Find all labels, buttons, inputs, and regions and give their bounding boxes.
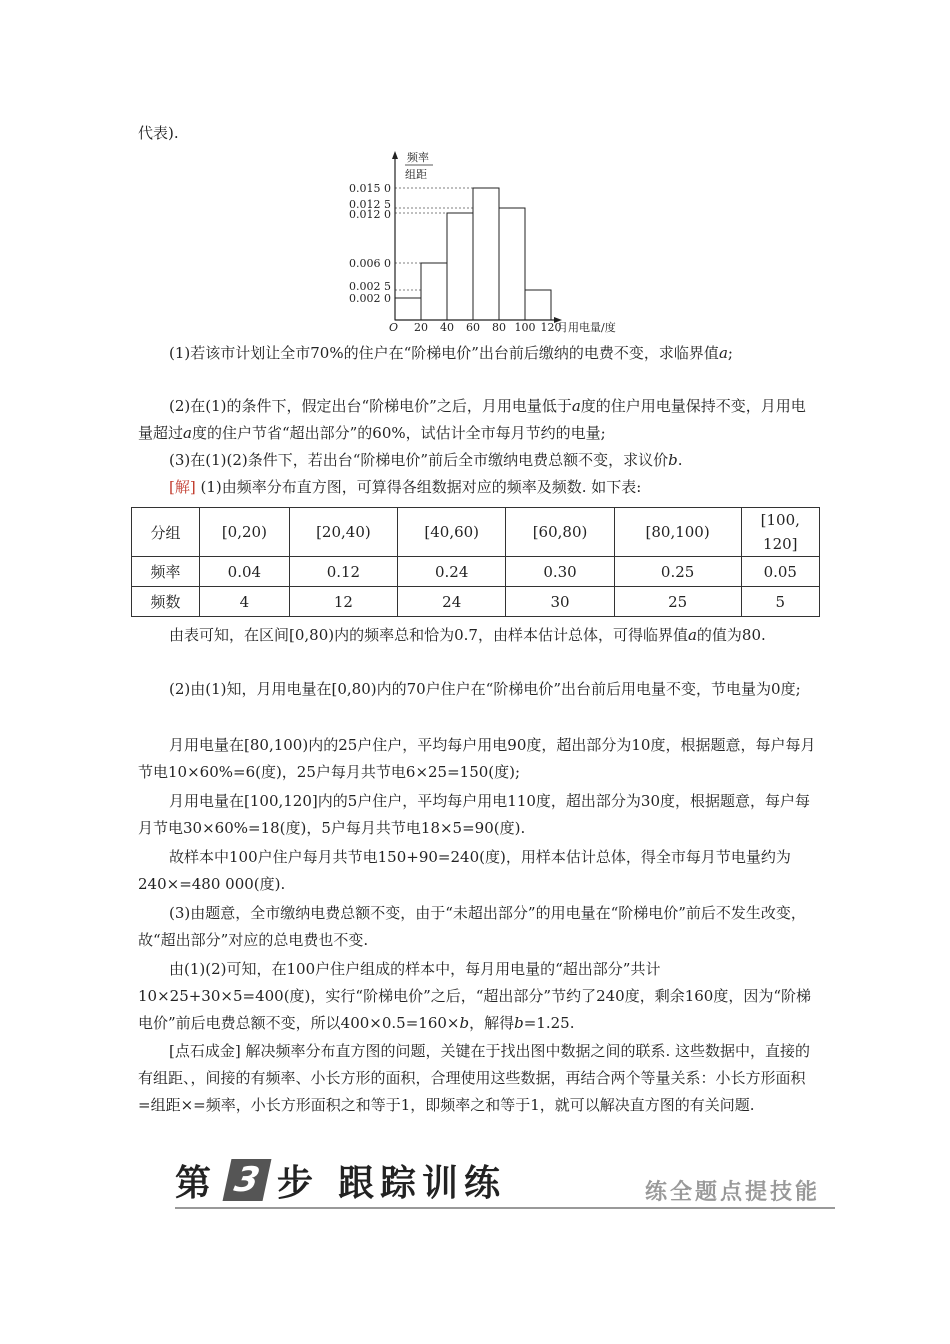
q2-var-1: a: [571, 397, 581, 415]
p1-text-a: 由表可知，在区间[0,80)内的频率总和恰为0.7，由样本估计总体，可得临界值: [169, 626, 688, 644]
solution-intro: [138, 474, 818, 501]
p1-text-b: 的值为80.: [696, 626, 766, 644]
last-group-b: 120]: [763, 535, 798, 553]
banner-first: 第: [175, 1163, 214, 1204]
table-cell: 0.25: [614, 557, 741, 587]
table-row-freq: [132, 557, 820, 587]
y-tick-label: 0.002 0: [349, 292, 391, 305]
table-cell: 5: [741, 587, 819, 617]
histogram-bar: [473, 188, 499, 320]
q1-var: a: [718, 344, 728, 362]
histogram-bar: [525, 290, 551, 320]
y-tick-label: 0.012 5: [349, 198, 391, 211]
x-tick-label: 120: [540, 321, 562, 334]
histogram-bar: [499, 208, 525, 320]
table-cell: 30: [506, 587, 614, 617]
row-header: 频数: [132, 587, 200, 617]
table-cell: 4: [200, 587, 290, 617]
table-cell: 25: [614, 587, 741, 617]
y-label-bottom: 组距: [405, 168, 427, 181]
solution-p2: (2)由(1)知，月用电量在[0,80)内的70户住户在“阶梯电价”出台前后用电量不变，节电量为0度;: [169, 680, 801, 698]
table-cell: 12: [289, 587, 397, 617]
solution-p7: [138, 956, 818, 1037]
tip-paragraph: [138, 1038, 818, 1119]
solution-p1: [138, 622, 818, 649]
banner-subtitle: 练全题点提技能: [645, 1180, 821, 1205]
x-tick-label: 100: [514, 321, 536, 334]
q1-text: (1)若该市计划让全市70%的住户在“阶梯电价”出台前后缴纳的电费不变，求临界值: [169, 344, 719, 362]
solution-tag: [解]: [169, 478, 196, 496]
q2-var-2: a: [183, 424, 192, 442]
histogram-bar: [447, 213, 473, 320]
y-tick-label: 0.012 0: [349, 208, 391, 221]
q2-text-a: (2)在(1)的条件下，假定出台“阶梯电价”之后，月用电量低于: [169, 397, 572, 415]
p7-text-b: ，解得: [469, 1014, 515, 1032]
intro-tail: 代表).: [138, 124, 179, 142]
x-tick-label: 80: [492, 321, 506, 334]
p1-var: a: [687, 626, 697, 644]
p7-text-a: 由(1)(2)可知，在100户住户组成的样本中，每月用电量的“超出部分”共计10×25+30×5=400(度)，实行“阶梯电价”之后，“超出部分”节约了240度，剩余160度，因为“阶梯电价”前后电费总额不变，所以400×0.5=160×: [138, 960, 812, 1032]
x-axis-label: 月用电量/度: [557, 321, 616, 334]
section-banner: [175, 1155, 835, 1213]
q1-end: ;: [727, 344, 733, 362]
q3-var: b: [668, 451, 678, 469]
row-header: 分组: [132, 508, 200, 557]
table-cell-last-group: [741, 508, 819, 557]
y-axis-arrow: [392, 151, 398, 159]
frequency-histogram: [345, 145, 630, 335]
p7-var-1: b: [459, 1014, 470, 1032]
tip-text: 解决频率分布直方图的问题，关键在于找出图中数据之间的联系. 这些数据中，直接的有组距、，间接的有频率、小长方形的面积，合理使用这些数据，再结合两个等量关系：小长方形面积=组距×=频率，小长方形面积之和等于1，即频率之和等于1，就可以解决直方图的有关问题.: [138, 1042, 811, 1114]
solution-p6: (3)由题意，全市缴纳电费总额不变，由于“未超出部分”的用电量在“阶梯电价”前后不发生改变，故“超出部分”对应的总电费也不变.: [138, 904, 806, 949]
table-cell: 0.24: [398, 557, 506, 587]
table-cell: [40,60): [398, 508, 506, 557]
p7-var-2: b: [514, 1014, 524, 1032]
table-cell: [60,80): [506, 508, 614, 557]
q3-end: .: [677, 451, 683, 469]
y-label-top: 频率: [407, 151, 429, 164]
banner-number: 3: [223, 1159, 272, 1201]
histogram-bar: [421, 263, 447, 320]
x-tick-label: 40: [440, 321, 454, 334]
row-header: 频率: [132, 557, 200, 587]
q2-text-c: 度的住户节省“超出部分”的60%，试估计全市每月节约的电量;: [191, 424, 606, 442]
solution-p3: 月用电量在[80,100)内的25户住户，平均每户用电90度，超出部分为10度，根据题意，每户每月节电10×60%=6(度)，25户每月共节电6×25=150(度);: [138, 736, 816, 781]
banner-title: 跟踪训练: [338, 1163, 507, 1204]
table-cell: 0.12: [289, 557, 397, 587]
solution-intro-text: (1)由频率分布直方图，可算得各组数据对应的频率及频数. 如下表:: [200, 478, 642, 496]
q3-text: (3)在(1)(2)条件下，若出台“阶梯电价”前后全市缴纳电费总额不变，求议价: [169, 451, 669, 469]
table-cell: [20,40): [289, 508, 397, 557]
banner-rule: [175, 1207, 835, 1209]
frequency-table: [131, 507, 820, 617]
solution-p4: 月用电量在[100,120]内的5户住户，平均每户用电110度，超出部分为30度，根据题意，每户每月节电30×60%=18(度)，5户每月共节电18×5=90(度).: [138, 792, 810, 837]
table-row-groups: [132, 508, 820, 557]
tip-tag: [点石成金]: [169, 1042, 241, 1060]
table-cell: 0.04: [200, 557, 290, 587]
table-cell: 0.05: [741, 557, 819, 587]
banner-step: 步: [277, 1163, 314, 1204]
table-cell: 24: [398, 587, 506, 617]
table-row-count: [132, 587, 820, 617]
table-cell: 0.30: [506, 557, 614, 587]
y-tick-label: 0.002 5: [349, 280, 391, 293]
x-tick-label: 60: [466, 321, 480, 334]
solution-p5: 故样本中100户住户每月共节电150+90=240(度)，用样本估计总体，得全市每月节电量约为240×=480 000(度).: [138, 848, 791, 893]
question-1: [138, 340, 818, 367]
q2-text-b: 度的住户用电量保持不变，月用电量超过: [138, 397, 806, 442]
histogram-bar: [395, 298, 421, 320]
question-2: [138, 393, 818, 447]
origin-label: O: [389, 321, 399, 334]
p7-text-c: =1.25.: [523, 1014, 575, 1032]
y-tick-label: 0.015 0: [349, 182, 391, 195]
table-cell: [80,100): [614, 508, 741, 557]
question-3: [138, 447, 818, 474]
last-group-a: [100,: [760, 511, 800, 529]
x-tick-label: 20: [414, 321, 428, 334]
y-tick-label: 0.006 0: [349, 257, 391, 270]
table-cell: [0,20): [200, 508, 290, 557]
